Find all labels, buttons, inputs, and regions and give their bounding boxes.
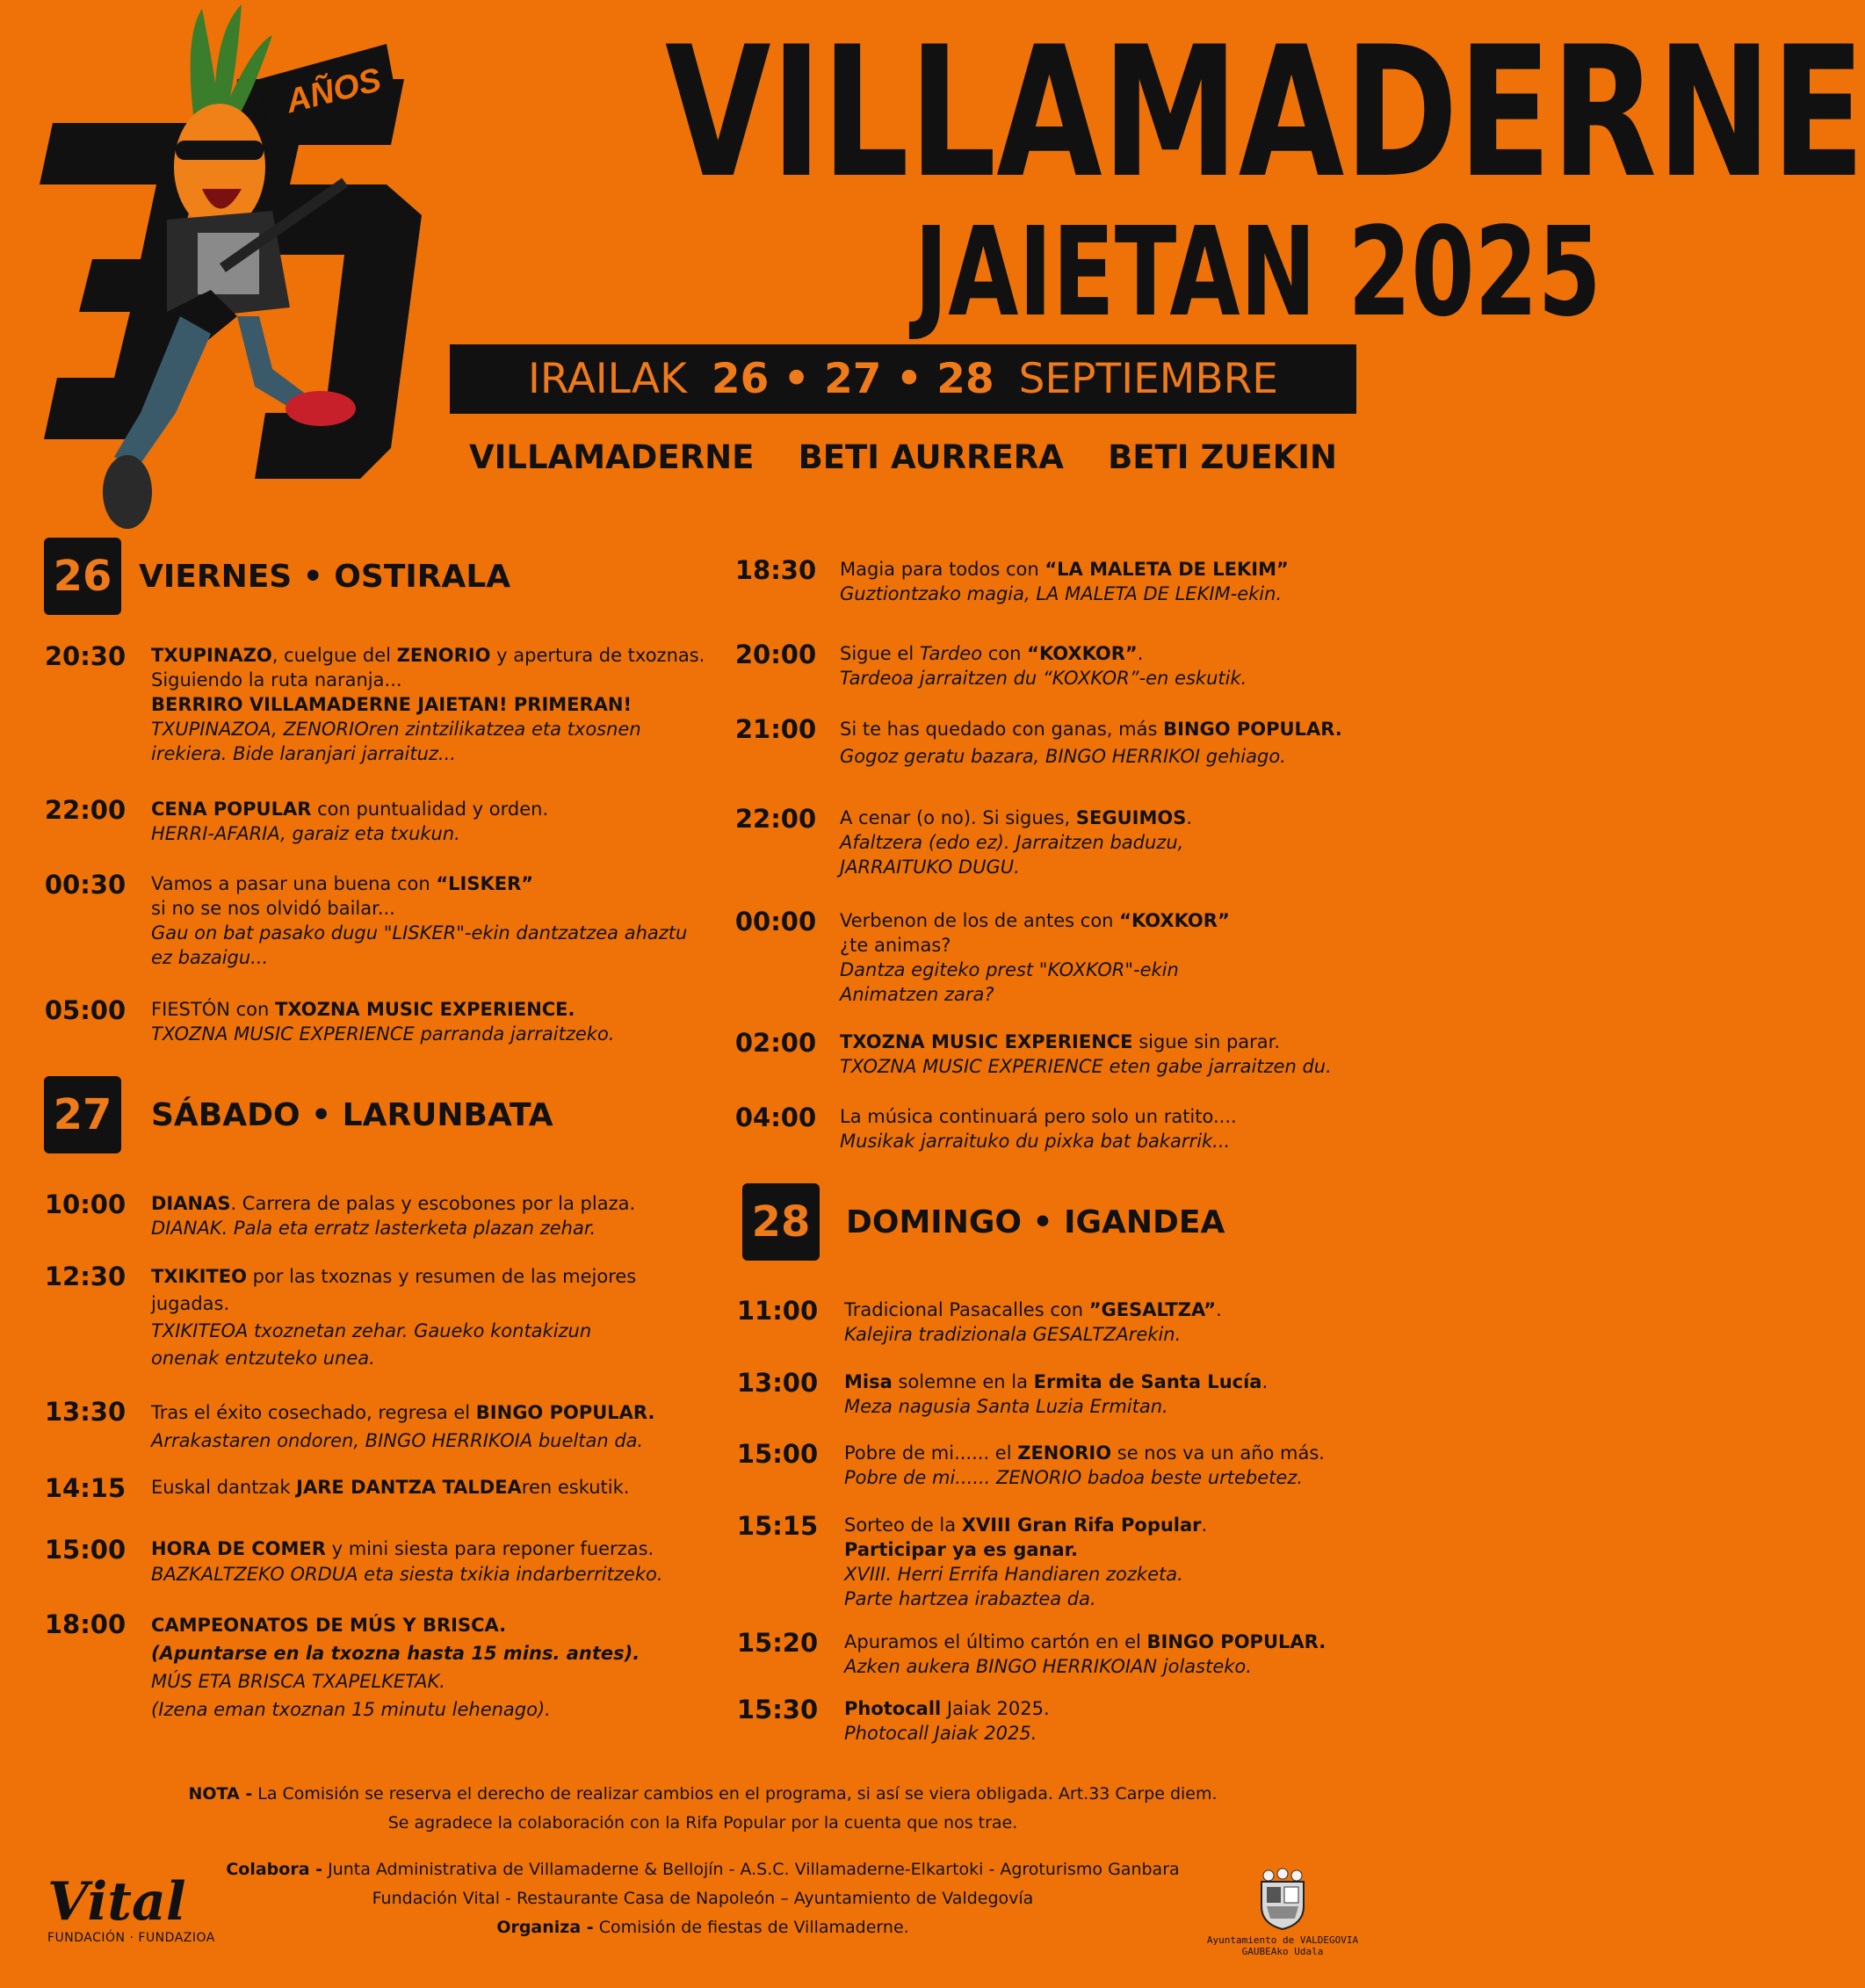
day-number: 28 — [742, 1183, 820, 1261]
event-time: 13:30 — [44, 1397, 127, 1427]
colabora-label: Colabora - — [226, 1860, 323, 1879]
event-desc-eu: TXOZNA MUSIC EXPERIENCE eten gabe jarraitzen du. — [840, 1056, 1332, 1077]
coat-of-arms-icon — [1256, 1868, 1309, 1931]
organiza-label: Organiza - — [496, 1918, 594, 1937]
event-desc-es: TXIKITEO por las txoznas y resumen de las mejores jugadas. — [151, 1266, 637, 1314]
anniversary-mascot-illustration — [35, 0, 439, 545]
credits — [176, 1855, 1230, 1942]
note-text: La Comisión se reserva el derecho de realizar cambios en el programa, si así se viera obligada. Art.33 Carpe diem. — [257, 1784, 1218, 1804]
event-time: 15:20 — [736, 1628, 819, 1658]
badge-label: AÑOS — [282, 61, 386, 121]
thanks-text: Se agradece la colaboración con la Rifa Popular por la cuenta que nos trae. — [387, 1813, 1018, 1833]
event-desc-es: Sorteo de la XVIII Gran Rifa Popular. Participar ya es ganar. — [844, 1514, 1208, 1560]
event-desc-eu: DIANAK. Pala eta erratz lasterketa plazan zehar. — [151, 1218, 596, 1239]
event-desc-es: Photocall Jaiak 2025. — [844, 1698, 1050, 1719]
event-time: 20:30 — [44, 641, 127, 671]
day-number: 26 — [44, 538, 121, 615]
slogans — [450, 432, 1356, 481]
event-desc-es: Tras el éxito cosechado, regresa el BINGO POPULAR. — [151, 1402, 655, 1423]
event-desc-es: DIANAS. Carrera de palas y escobones por la plaza. — [151, 1193, 636, 1214]
event-desc-es: Euskal dantzak JARE DANTZA TALDEAren eskutik. — [151, 1477, 630, 1498]
date-band — [450, 344, 1356, 414]
vital-logo — [47, 1873, 223, 1957]
slogan-3: BETI ZUEKIN — [1108, 437, 1337, 476]
date-band-left: IRAILAK — [528, 355, 687, 403]
day-header-26 — [44, 538, 510, 615]
event-desc-eu: Dantza egiteko prest "KOXKOR"-ekin Animatzen zara? — [840, 959, 1179, 1005]
footer-note — [0, 1780, 1406, 1838]
ayuntamiento-name-eu: GAUBEAko Udala — [1241, 1946, 1324, 1957]
event-time: 22:00 — [44, 795, 127, 825]
event-time: 00:30 — [44, 870, 127, 900]
event-desc-eu: HERRI-AFARIA, garaiz eta txukun. — [151, 823, 460, 844]
note-label: NOTA - — [188, 1784, 253, 1804]
day-name: DOMINGO • IGANDEA — [846, 1204, 1225, 1240]
event-desc-eu: Tardeoa jarraitzen du “KOXKOR”-en eskutik. — [840, 668, 1247, 689]
event-desc-es: Tradicional Pasacalles con ”GESALTZA”. — [844, 1299, 1222, 1320]
slogan-2: BETI AURRERA — [798, 437, 1064, 476]
event-desc-eu: Meza nagusia Santa Luzia Ermitan. — [844, 1396, 1168, 1417]
event-time: 02:00 — [734, 1028, 817, 1058]
event-desc-es: Sigue el Tardeo con “KOXKOR”. — [840, 643, 1144, 664]
vital-logo-sub: FUNDACIÓN · FUNDAZIOA — [47, 1931, 215, 1945]
event-time: 12:30 — [44, 1261, 127, 1291]
event-desc-eu: Musikak jarraituko du pixka bat bakarrik... — [840, 1131, 1231, 1152]
event-time: 04:00 — [734, 1102, 817, 1132]
event-desc-eu: Guztiontzako magia, LA MALETA DE LEKIM-ekin. — [840, 583, 1283, 604]
day-number: 27 — [44, 1076, 121, 1153]
event-desc-es: TXUPINAZO, cuelgue del ZENORIO y apertura de txoznas. Siguiendo la ruta naranja... BERRIRO VILLAMADERNE JAIETAN! PRIMERAN! — [151, 645, 705, 715]
event-desc-es: Misa solemne en la Ermita de Santa Lucía. — [844, 1371, 1269, 1392]
event-desc-es: HORA DE COMER y mini siesta para reponer fuerzas. — [151, 1538, 654, 1559]
event-time: 14:15 — [44, 1473, 127, 1503]
colabora-line2: Fundación Vital - Restaurante Casa de Napoleón – Ayuntamiento de Valdegovía — [372, 1889, 1034, 1908]
event-time: 13:00 — [736, 1368, 819, 1398]
event-desc-es: Vamos a pasar una buena con “LISKER” si no se nos olvidó bailar... — [151, 873, 534, 919]
vital-logo-word: Vital — [47, 1871, 186, 1933]
event-desc-es: Pobre de mi...... el ZENORIO se nos va un año más. — [844, 1442, 1325, 1464]
event-time: 21:00 — [734, 714, 817, 744]
event-desc-es: La música continuará pero solo un ratito.... — [840, 1106, 1237, 1127]
event-desc-eu: TXOZNA MUSIC EXPERIENCE parranda jarraitzeko. — [151, 1023, 615, 1045]
event-desc-eu: Afaltzera (edo ez). Jarraitzen baduzu, JARRAITUKO DUGU. — [840, 832, 1184, 878]
event-desc-eu: MÚS ETA BRISCA TXAPELKETAK. (Izena eman txoznan 15 minutu lehenago). — [151, 1671, 551, 1720]
event-time: 18:30 — [734, 555, 817, 585]
event-desc-es: CENA POPULAR con puntualidad y orden. — [151, 799, 549, 820]
event-desc-es: Si te has quedado con ganas, más BINGO POPULAR. — [840, 719, 1342, 740]
event-time: 22:00 — [734, 804, 817, 834]
event-time: 05:00 — [44, 995, 127, 1025]
event-time: 15:30 — [736, 1695, 819, 1724]
event-time: 11:00 — [736, 1296, 819, 1326]
event-time: 18:00 — [44, 1609, 127, 1639]
event-time: 10:00 — [44, 1189, 127, 1219]
event-desc-es: Magia para todos con “LA MALETA DE LEKIM” — [840, 559, 1289, 580]
day-header-27 — [44, 1076, 553, 1153]
event-desc-eu: Gau on bat pasako dugu "LISKER"-ekin dantzatzea ahaztu ez bazaigu... — [151, 922, 688, 968]
event-time: 20:00 — [734, 640, 817, 669]
event-time: 15:00 — [736, 1439, 819, 1469]
event-desc-eu: XVIII. Herri Errifa Handiaren zozketa. Parte hartzea irabaztea da. — [844, 1564, 1183, 1609]
day-name: VIERNES • OSTIRALA — [139, 558, 511, 595]
event-desc-eu: Photocall Jaiak 2025. — [844, 1723, 1037, 1744]
event-desc-eu: Kalejira tradizionala GESALTZArekin. — [844, 1324, 1182, 1345]
event-desc-eu: Arrakastaren ondoren, BINGO HERRIKOIA bueltan da. — [151, 1430, 644, 1451]
event-desc-eu: Azken aukera BINGO HERRIKOIAN jolasteko. — [844, 1656, 1252, 1677]
slogan-1: VILLAMADERNE — [469, 437, 755, 476]
event-desc-es: A cenar (o no). Si sigues, SEGUIMOS. — [840, 807, 1193, 828]
event-desc-eu: Pobre de mi...... ZENORIO badoa beste urtebetez. — [844, 1467, 1304, 1488]
event-time: 15:15 — [736, 1511, 819, 1541]
ayuntamiento-logo — [1190, 1868, 1375, 1964]
festival-subtitle: JAIETAN 2025 — [914, 201, 1601, 344]
event-desc-es: Verbenon de los de antes con “KOXKOR” ¿te animas? — [840, 910, 1230, 956]
date-band-days: 26 • 27 • 28 — [711, 355, 994, 403]
event-time: 00:00 — [734, 907, 817, 936]
colabora-line1: Junta Administrativa de Villamaderne & Bellojín - A.S.C. Villamaderne-Elkartoki - Agroturismo Ganbara — [328, 1860, 1180, 1879]
day-header-28 — [742, 1183, 1225, 1261]
date-band-right: SEPTIEMBRE — [1018, 355, 1278, 403]
event-desc-eu: Gogoz geratu bazara, BINGO HERRIKOI gehiago. — [840, 746, 1286, 767]
event-desc-es: CAMPEONATOS DE MÚS Y BRISCA. (Apuntarse en la txozna hasta 15 mins. antes). — [151, 1615, 640, 1664]
event-desc-es: TXOZNA MUSIC EXPERIENCE sigue sin parar. — [840, 1031, 1281, 1052]
day-name: SÁBADO • LARUNBATA — [151, 1096, 553, 1133]
event-desc-es: FIESTÓN con TXOZNA MUSIC EXPERIENCE. — [151, 999, 575, 1020]
event-desc-eu: TXIKITEOA txoznetan zehar. Gaueko kontakizun onenak entzuteko unea. — [151, 1320, 592, 1369]
event-desc-eu: BAZKALTZEKO ORDUA eta siesta txikia indarberritzeko. — [151, 1564, 663, 1585]
event-desc-eu: TXUPINAZOA, ZENORIOren zintzilikatzea eta txosnen irekiera. Bide laranjari jarraituz... — [151, 719, 641, 764]
event-time: 15:00 — [44, 1535, 127, 1565]
organiza-text: Comisión de fiestas de Villamaderne. — [598, 1918, 909, 1937]
event-desc-es: Apuramos el último cartón en el BINGO POPULAR. — [844, 1631, 1326, 1652]
festival-title: VILLAMADERNE — [665, 9, 1865, 218]
ayuntamiento-name: Ayuntamiento de VALDEGOVIA — [1206, 1934, 1359, 1946]
